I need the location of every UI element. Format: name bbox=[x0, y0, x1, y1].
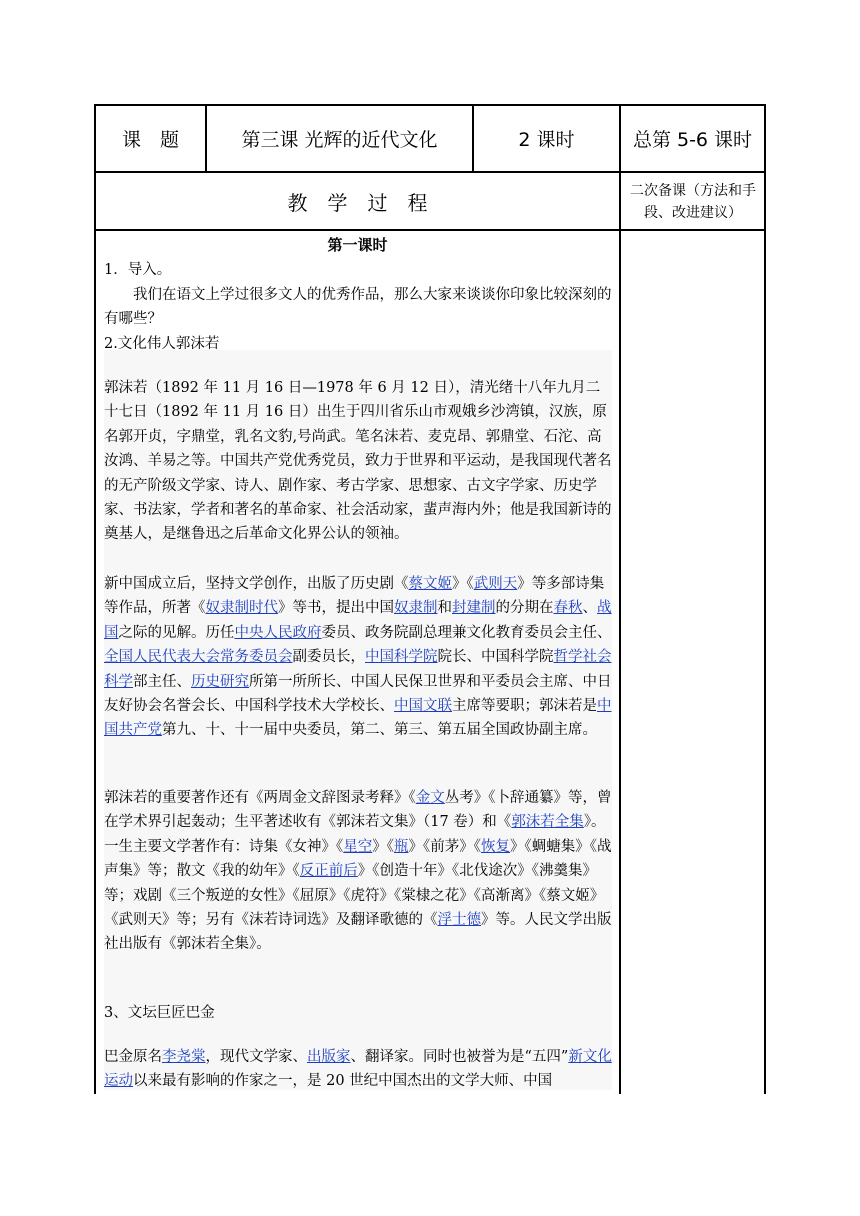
item-import: 1．导入。 bbox=[104, 262, 172, 278]
wiki-link[interactable]: 中央人民政府 bbox=[234, 624, 322, 641]
text-run: 主席等要职；郭沫若是 bbox=[452, 698, 597, 715]
wiki-link[interactable]: 战国 bbox=[104, 600, 612, 641]
text-run: 新中国成立后，坚持文学创作，出版了历史剧《 bbox=[104, 576, 409, 592]
wiki-link[interactable]: 金文 bbox=[415, 790, 445, 806]
text-run: 巴金原名 bbox=[104, 1049, 162, 1065]
wiki-link[interactable]: 蔡文姬 bbox=[408, 576, 452, 592]
ba-jin-paragraph bbox=[104, 1045, 612, 1090]
text-run: 》《 bbox=[452, 576, 474, 592]
lesson-title: 第三课 光辉的近代文化 bbox=[241, 129, 438, 151]
wiki-link[interactable]: 奴隶制 bbox=[394, 600, 438, 617]
text-run: 》等。人民文学出版社出版有《郭沫若全集》。 bbox=[104, 912, 612, 953]
period-title: 第一课时 bbox=[327, 236, 388, 254]
wiki-link[interactable]: 李尧棠 bbox=[162, 1049, 206, 1065]
wiki-link[interactable]: 瓶 bbox=[394, 838, 409, 855]
wiki-link[interactable]: 武则天 bbox=[473, 576, 518, 592]
text-run: 部主任、 bbox=[133, 673, 191, 690]
text-run: 》等书，提出中国 bbox=[278, 600, 394, 617]
text-run: 之际的见解。历任 bbox=[118, 624, 235, 641]
wiki-link[interactable]: 中国科学院 bbox=[365, 649, 438, 666]
text-run: 院长、中国科学院 bbox=[437, 649, 554, 666]
text-run: 》。一生主要文学著作有：诗集《女神》《 bbox=[104, 814, 606, 855]
text-run: 和 bbox=[437, 600, 452, 617]
wiki-link[interactable]: 历史研究 bbox=[191, 673, 249, 690]
guo-career-paragraph bbox=[104, 572, 612, 743]
wiki-link[interactable]: 郭沫若全集 bbox=[511, 814, 584, 831]
intro-paragraph: 我们在语文上学过很多文人的优秀作品，那么大家来谈谈你印象比较深刻的有哪些？ bbox=[104, 287, 612, 328]
col-divider bbox=[619, 104, 621, 1094]
text-run: 》《创造十年》《北伐途次》《沸羹集》等；戏剧《三个叛逆的女性》《屈原》《虎符》《棠棣之花》《高渐离》《蔡文姬》《武则天》等；另有《沫若诗词选》及翻译歌德的《 bbox=[104, 863, 605, 929]
wiki-link[interactable]: 浮士德 bbox=[437, 912, 481, 929]
text-run: 丛考》《卜辞通纂》等，曾在学术界引起轰动；生平著述收有《郭沫若文集》（17 卷）和《 bbox=[104, 790, 612, 831]
class-hours: 2 课时 bbox=[518, 129, 575, 151]
total-hours: 总第 5-6 课时 bbox=[632, 129, 753, 151]
guo-bio-paragraph: 郭沫若（1892 年 11 月 16 日—1978 年 6 月 12 日），清光绪十八年九月二十七日（1892 年 11 月 16 日）出生于四川省乐山市观娥乡沙湾镇，汉族，原名郭开贞，字鼎堂，乳名文豹,号尚武。笔名沫若、麦克昂、郭鼎堂、石沱、高汝鸿、羊易之等。中国共产党优秀党员，致力于世界和平运动，是我国现代著名的无产阶级文学家、诗人、剧作家、考古学家、思想家、古文字学家、历史学家、书法家，学者和著名的革命家、社会活动家，蜚声海内外；他是我国新诗的奠基人，是继鲁迅之后革命文化界公认的领袖。 bbox=[104, 380, 612, 543]
row-divider bbox=[94, 229, 766, 231]
text-run: 第九、十、十一届中央委员，第二、第三、第五届全国政协副主席。 bbox=[162, 722, 597, 739]
item-ba-jin: 3、文坛巨匠巴金 bbox=[104, 1005, 215, 1021]
wiki-link[interactable]: 奴隶制时代 bbox=[205, 600, 278, 617]
text-run: 所第一所所长、中国人民保卫世界和平委员会主席、中日友好协会名誉会长、中国科学技术大学校长、 bbox=[104, 673, 612, 715]
text-run: 》《前茅》《 bbox=[408, 838, 481, 855]
text-run: 》《蜩螗集》《战声集》等；散文《我的幼年》《 bbox=[104, 838, 612, 880]
wiki-link[interactable]: 星空 bbox=[343, 838, 373, 855]
text-run: ，现代文学家、 bbox=[205, 1049, 307, 1065]
teaching-process-label: 教 学 过 程 bbox=[287, 190, 428, 215]
text-run: 、 bbox=[582, 600, 597, 617]
text-run: 委员、政务院副总理兼文化教育委员会主任、 bbox=[321, 624, 612, 641]
text-run: 》等多部诗集等作品，所著《 bbox=[104, 576, 605, 617]
guo-works-paragraph bbox=[104, 786, 612, 957]
wiki-link[interactable]: 新文化运动 bbox=[104, 1049, 612, 1090]
text-run: 以来最有影响的作家之一，是 20 世纪中国杰出的文学大师、中国 bbox=[133, 1073, 553, 1090]
course-label: 课 题 bbox=[121, 129, 179, 151]
wiki-link[interactable]: 哲学社会科学 bbox=[104, 649, 612, 690]
wiki-link[interactable]: 春秋 bbox=[553, 600, 583, 617]
wiki-link[interactable]: 中国共产党 bbox=[104, 698, 612, 739]
wiki-link[interactable]: 全国人民代表大会常务委员会 bbox=[104, 649, 293, 666]
wiki-link[interactable]: 封建制 bbox=[452, 600, 496, 617]
revision-notes-label: 二次备课（方法和手段、改进建议） bbox=[630, 183, 756, 221]
text-run: 》《 bbox=[372, 838, 394, 855]
text-run: 的分期在 bbox=[495, 600, 554, 617]
wiki-link[interactable]: 恢复 bbox=[481, 838, 510, 855]
item-guo-moruo: 2.文化伟人郭沫若 bbox=[104, 336, 220, 352]
wiki-link[interactable]: 中国文联 bbox=[394, 698, 452, 715]
text-run: 副委员长， bbox=[292, 649, 365, 666]
text-run: 、翻译家。同时也被誉为是“五四” bbox=[350, 1049, 569, 1065]
wiki-link[interactable]: 反正前后 bbox=[299, 863, 358, 880]
wiki-link[interactable]: 出版家 bbox=[307, 1049, 351, 1065]
text-run: 郭沫若的重要著作还有《两周金文辞图录考释》《 bbox=[104, 790, 416, 806]
